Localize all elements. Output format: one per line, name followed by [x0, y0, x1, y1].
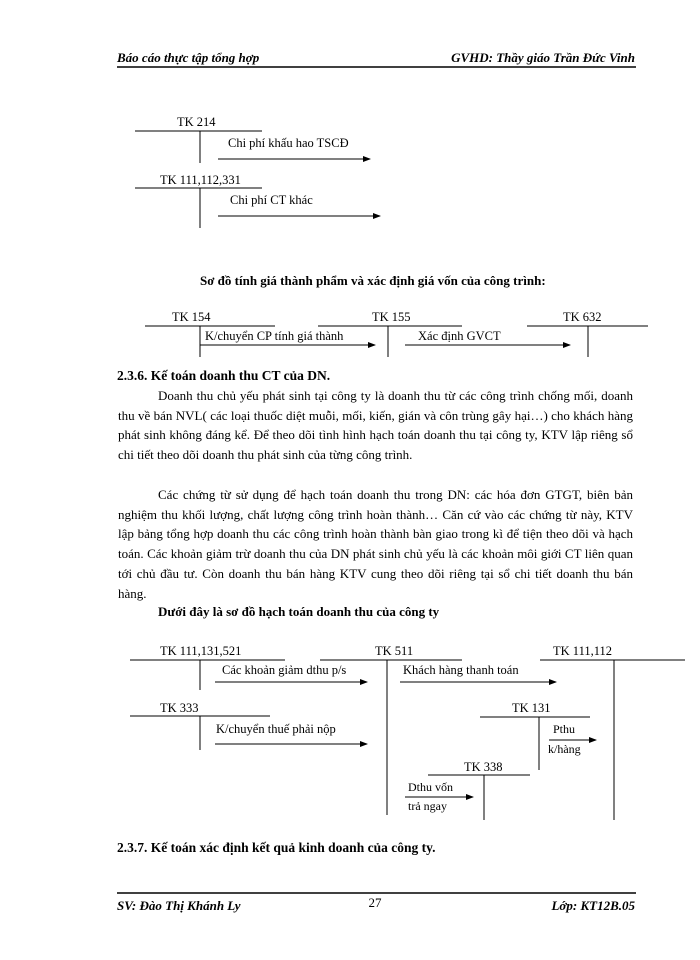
section-237-title: 2.3.7. Kế toán xác định kết quả kinh doanh của công ty.: [117, 840, 436, 855]
tk155-label: TK 155: [372, 310, 411, 324]
page-number: 27: [368, 895, 382, 910]
paragraph-documents-text: Các chứng từ sử dụng để hạch toán doanh thu trong DN: các hóa đơn GTGT, biên bản nghiệm thu khối lượng, chất lượng công trình hoàn thành… Căn cứ vào các chứng từ này, KTV lập bảng tổng hợp doanh thu các công trình hoàn thành bàn giao trong kì để tiện theo dõi và hạch toán. Các khoản giảm trừ doanh thu của DN phát sinh chủ yếu là các khoản môi giới CT liên quan tới chủ đầu tư. Còn doanh thu bán hàng KTV cung theo dõi riêng tại sổ chi tiết doanh thu bán hàng.: [118, 487, 633, 601]
cost-diagram-heading: Sơ đồ tính giá thành phẩm và xác định giá vốn của công trình:: [200, 273, 546, 288]
header-left: Báo cáo thực tập tổng hợp: [117, 50, 260, 65]
other-cost-label: Chi phí CT khác: [230, 193, 313, 207]
paragraph-revenue-text: Doanh thu chủ yếu phát sinh tại công ty là doanh thu từ các công trình chống mối, doanh thu về bán NVL( các loại thuốc diệt muỗi, mối, kiến, gián và côn trùng gây hại…) cho khách hàng phát sinh không đáng kể. Để theo dõi tình hình hạch toán doanh thu tại công ty, KTV lập riêng sổ chi tiết theo dõi doanh thu phát sinh của từng công trình.: [118, 388, 633, 463]
tk154-label: TK 154: [172, 310, 211, 324]
revenue-deductions-label: Các khoản giảm dthu p/s: [222, 663, 347, 677]
section-236-title: 2.3.6. Kế toán doanh thu CT của DN.: [117, 368, 331, 383]
transfer-cost-label: K/chuyển CP tính giá thành: [205, 329, 344, 343]
receivable-label: Pthu: [553, 722, 576, 736]
capital-revenue-label: Dthu vốn: [408, 780, 453, 794]
tk333-label: TK 333: [160, 701, 199, 715]
header-right: GVHD: Thầy giáo Trần Đức Vinh: [451, 50, 635, 65]
tk338-label: TK 338: [464, 760, 503, 774]
pay-now-label: trả ngay: [408, 799, 447, 813]
tk111-131-521-label: TK 111,131,521: [160, 644, 242, 658]
footer-left: SV: Đào Thị Khánh Ly: [117, 898, 241, 913]
customer-label: k/hàng: [548, 742, 581, 756]
tax-transfer-label: K/chuyển thuế phải nộp: [216, 722, 336, 736]
tk131-label: TK 131: [512, 701, 551, 715]
paragraph-documents: [118, 485, 633, 603]
depreciation-label: Chi phí khấu hao TSCĐ: [228, 136, 349, 150]
tk511-label: TK 511: [375, 644, 414, 658]
determine-cogs-label: Xác định GVCT: [418, 329, 501, 343]
tk111-112-label: TK 111,112: [553, 644, 613, 658]
tk214-label: TK 214: [177, 115, 216, 129]
tk632-label: TK 632: [563, 310, 602, 324]
footer-right: Lớp: KT12B.05: [551, 898, 635, 913]
tk111-112-331-label: TK 111,112,331: [160, 173, 241, 187]
customer-payment-label: Khách hàng thanh toán: [403, 663, 519, 677]
revenue-diagram-heading: Dưới đây là sơ đồ hạch toán doanh thu của công ty: [158, 604, 440, 619]
paragraph-revenue: [118, 386, 633, 465]
